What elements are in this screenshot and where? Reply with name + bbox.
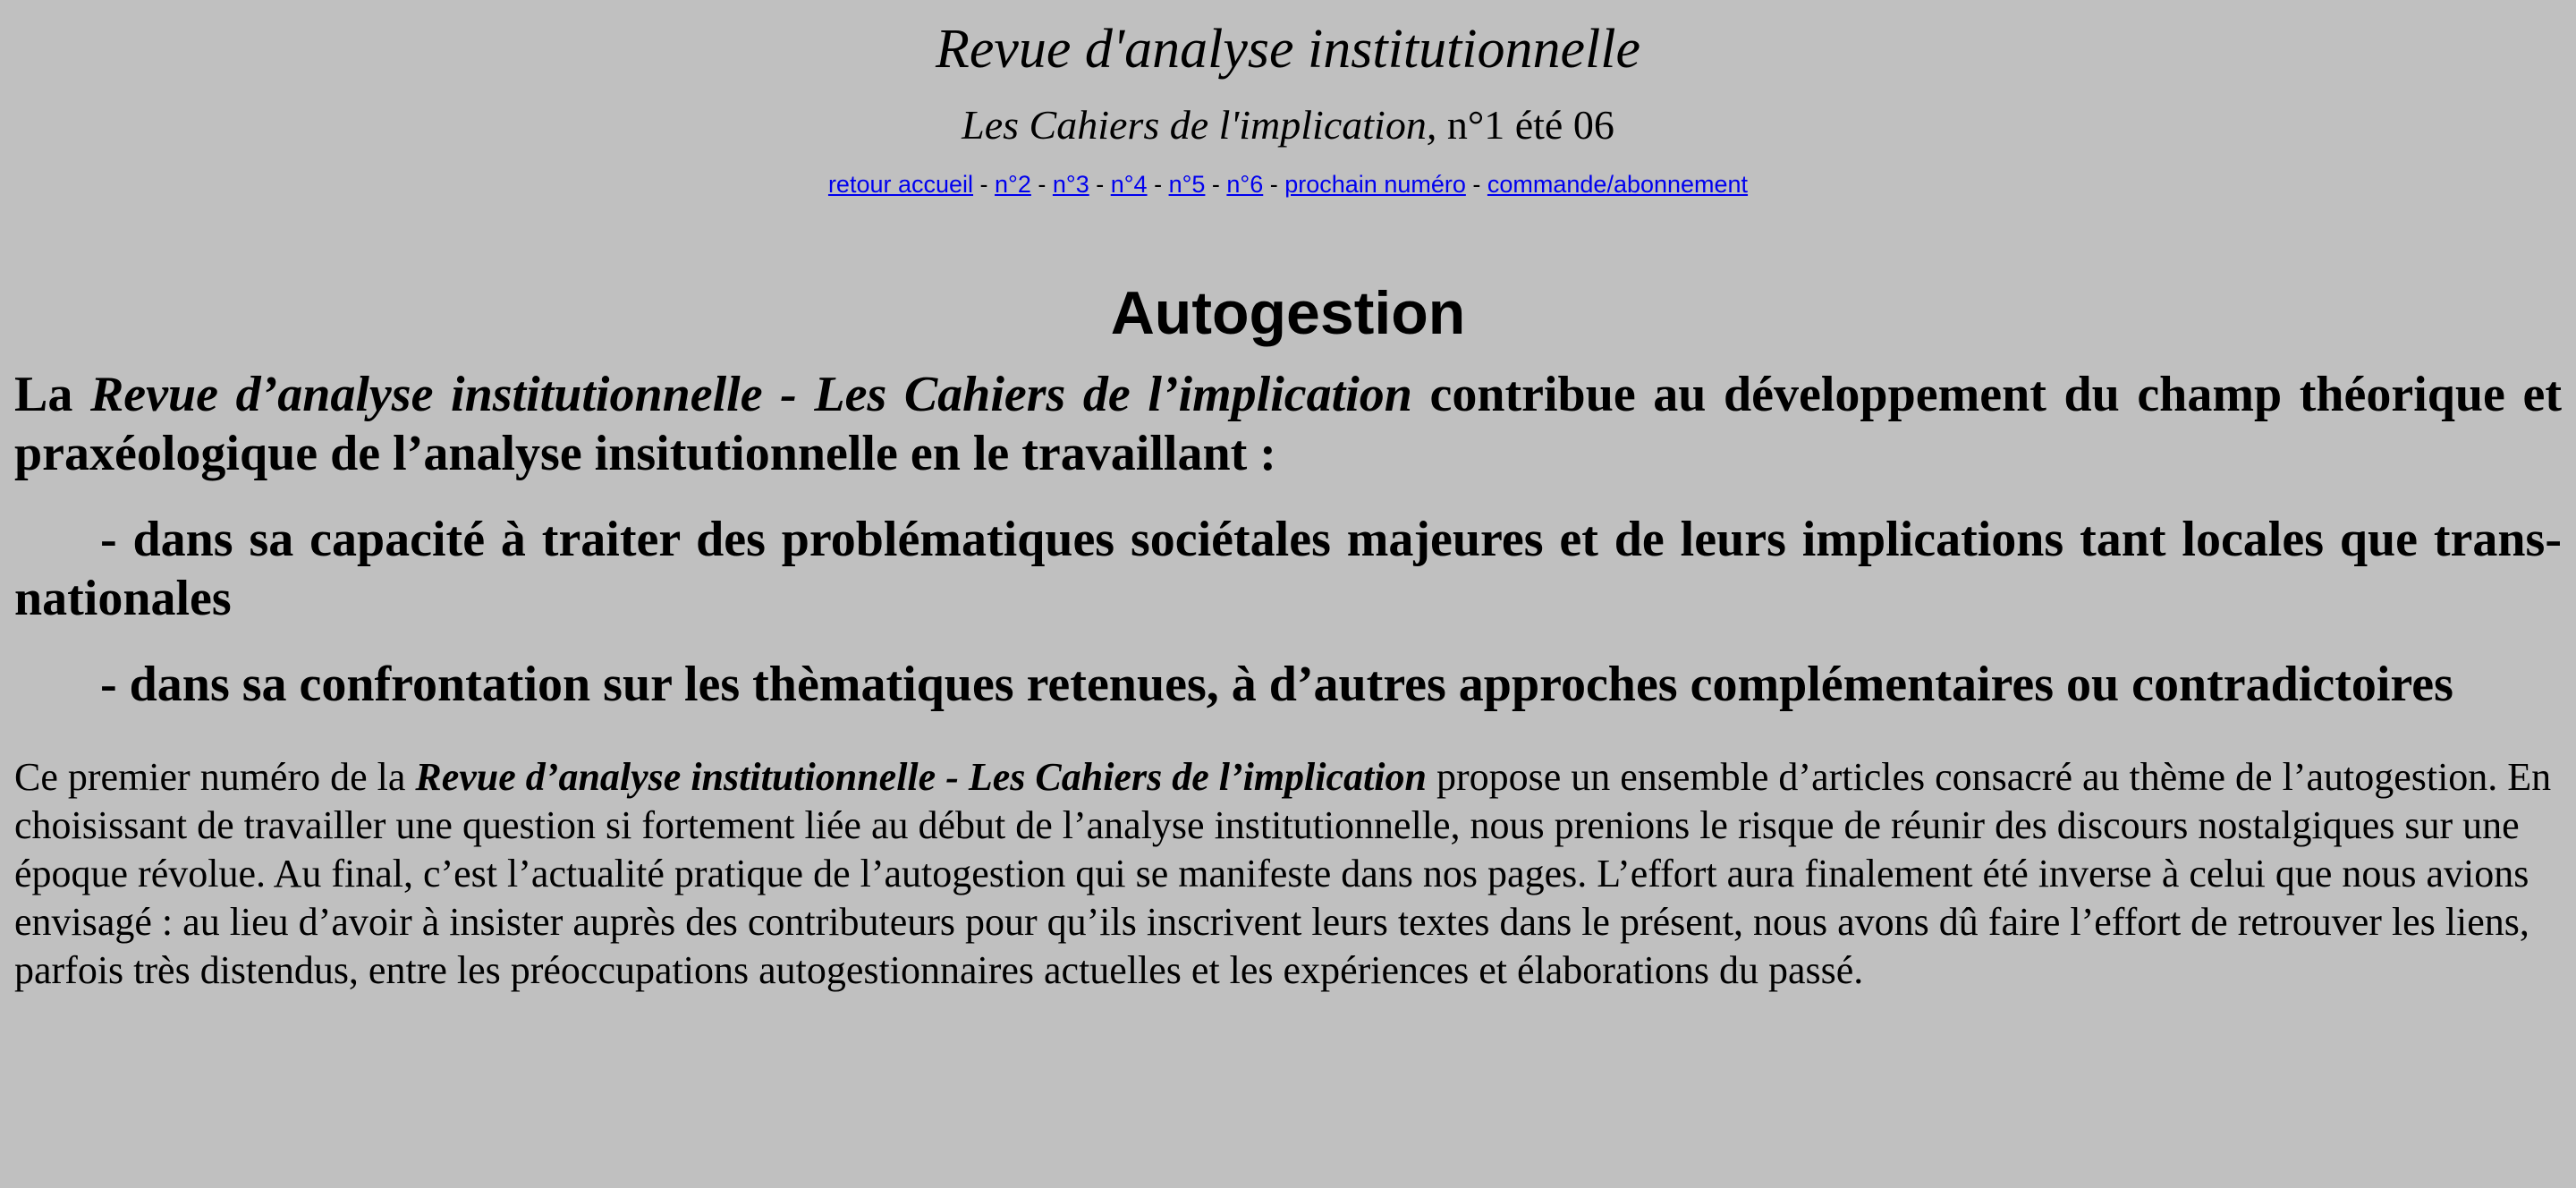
- nav-link-issue-3[interactable]: n°3: [1052, 171, 1089, 198]
- intro-paragraph: [14, 365, 2562, 483]
- intro-journal-name: Revue d’analyse institutionnelle - Les Cahiers de l’implication: [89, 367, 1412, 422]
- issue-subtitle-number: n°1 été 06: [1436, 102, 1614, 148]
- issue-subtitle: [14, 100, 2562, 150]
- journal-title: Revue d'analyse institutionnelle: [935, 19, 1641, 80]
- nav-separator: -: [1465, 171, 1487, 198]
- nav-link-issue-2[interactable]: n°2: [995, 171, 1031, 198]
- description-text-end: propose un ensemble d’articles consacré au thème de l’autogestion. En choisissant de travailler une question si fortement liée au début de l’analyse institutionnelle, nous prenions le risque de réunir des discours nostalgiques sur une époque révolue. Au final, c’est l’actualité pratique de l’autogestion qui se manifeste dans nos pages. L’effort aura finalement été inverse à celui que nous avions envisagé : au lieu d’avoir à insister auprès des contributeurs pour qu’ils inscrivent leurs textes dans le présent, nous avons dû faire l’effort de retrouver les liens, parfois très distendus, entre les préoccupations autogestionnaires actuelles et les expériences et élaborations du passé.: [14, 755, 2552, 992]
- nav-separator: -: [1263, 171, 1285, 198]
- description-text-start: Ce premier numéro de la: [14, 755, 416, 799]
- nav-link-issue-6[interactable]: n°6: [1226, 171, 1264, 198]
- description-journal-name: Revue d’analyse institutionnelle - Les Cahiers de l’implication: [415, 755, 1427, 799]
- nav-link-issue-4[interactable]: n°4: [1110, 171, 1148, 198]
- nav-separator: -: [1205, 171, 1227, 198]
- issue-subtitle-italic: Les Cahiers de l'implication,: [962, 102, 1437, 148]
- nav-separator: -: [973, 171, 996, 198]
- nav-link-next-issue[interactable]: prochain numéro: [1284, 171, 1466, 198]
- nav-link-order-subscription[interactable]: commande/abonnement: [1487, 171, 1749, 198]
- nav-separator: -: [1030, 171, 1053, 198]
- nav-link-issue-5[interactable]: n°5: [1168, 171, 1206, 198]
- intro-text-end: contribue au développement du champ théorique et praxéologique de l’analyse insitutionnelle en le travaillant :: [14, 367, 2562, 481]
- issue-theme-heading: Autogestion: [1110, 279, 1466, 347]
- nav-separator: -: [1089, 171, 1111, 198]
- bullet-item-1: - dans sa capacité à traiter des problématiques sociétales majeures et de leurs implications tant locales que trans-nationales: [14, 512, 2562, 626]
- page: [14, 0, 2562, 995]
- nav-link-home[interactable]: retour accueil: [827, 171, 974, 198]
- bullet-item-2: - dans sa confrontation sur les thèmatiques retenues, à d’autres approches complémentaires ou contradictoires: [100, 657, 2453, 712]
- intro-text-start: La: [14, 367, 90, 422]
- nav-separator: -: [1147, 171, 1169, 198]
- issue-navigation: [14, 170, 2562, 199]
- description-paragraph: [14, 753, 2562, 995]
